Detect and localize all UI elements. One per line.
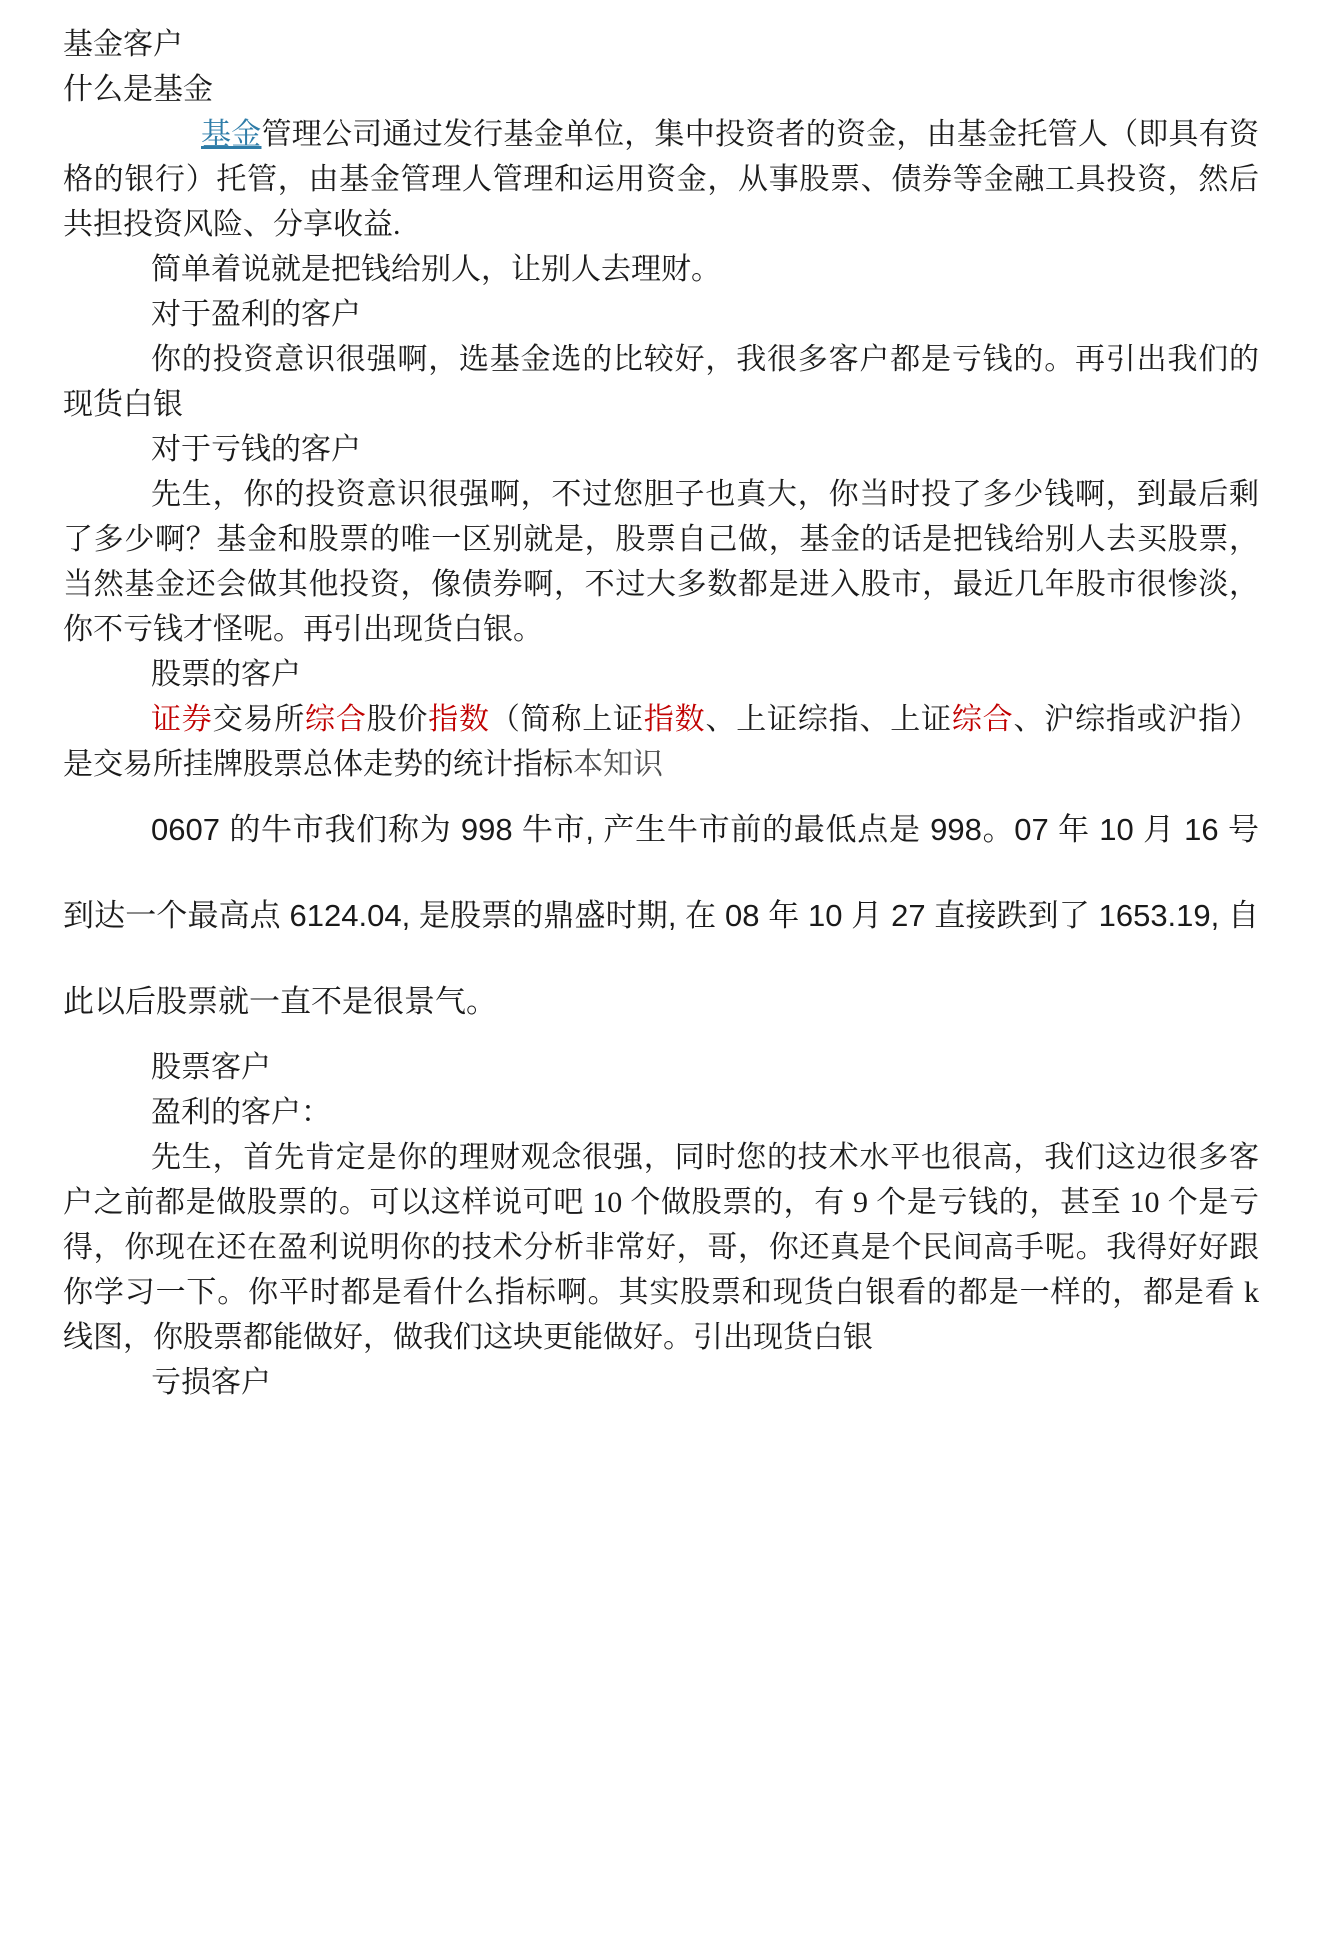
fund-definition-text: 管理公司通过发行基金单位，集中投资者的资金，由基金托管人（即具有资格的银行）托管，由基金管理人管理和运用资金，从事股票、债券等金融工具投资，然后共担投资风险、分享收益.: [63, 118, 1260, 241]
paragraph-simple-summary: 简单着说就是把钱给别人，让别人去理财。: [151, 253, 721, 286]
index-segment-7: 、上证综指、上证: [705, 703, 952, 736]
paragraph-profitable-stock-client: 先生，首先肯定是你的理财观念很强，同时您的技术水平也很高，我们这边很多客户之前都是做股票的。可以这样说可吧 10 个做股票的，有 9 个是亏钱的，甚至 10 个是亏得，你现在还在盈利说明你的技术分析非常好，哥，你还真是个民间高手呢。我得好好跟你学习一下。你平时都是看什么指标啊。其实股票和现货白银看的都是一样的，都是看 k 线图，你股票都能做好，做我们这块更能做好。引出现货白银: [63, 1141, 1259, 1354]
heading-stock-client-2: 股票客户: [151, 1051, 271, 1084]
paragraph-profit-fund-client: 你的投资意识很强啊，选基金选的比较好，我很多客户都是亏钱的。再引出我们的现货白银: [63, 343, 1259, 421]
index-segment-9: 、沪综指或沪指）是交易所挂牌股票总体走势的统计指标: [63, 703, 1260, 781]
paragraph-market-history: 0607 的牛市我们称为 998 牛市, 产生牛市前的最低点是 998。07 年 10 月 16 号到达一个最高点 6124.04, 是股票的鼎盛时期, 在 08 年 10 月 27 直接跌到了 1653.19, 自此以后股票就一直不是很景气。: [63, 812, 1259, 1019]
index-segment-4: 指数: [428, 703, 490, 736]
paragraph-fund-definition: [63, 112, 1259, 247]
paragraph-index-definition: [63, 697, 1259, 787]
index-segment-6: 指数: [643, 703, 706, 736]
heading-stock-clients: 股票的客户: [151, 658, 301, 691]
index-segment-0: 证券: [151, 703, 213, 736]
heading-loss-stock-client: 亏损客户: [151, 1366, 271, 1399]
paragraph-loss-fund-client: 先生，你的投资意识很强啊，不过您胆子也真大，你当时投了多少钱啊，到最后剩了多少啊？基金和股票的唯一区别就是，股票自己做，基金的话是把钱给别人去买股票，当然基金还会做其他投资，像债券啊，不过大多数都是进入股市，最近几年股市很惨淡，你不亏钱才怪呢。再引出现货白银。: [63, 478, 1259, 646]
index-segment-1: 交易所: [212, 703, 306, 736]
fund-hyperlink[interactable]: 基金: [201, 118, 262, 151]
doc-title: 基金客户: [63, 28, 183, 61]
heading-profitable-stock-client: 盈利的客户：: [151, 1096, 331, 1129]
index-segment-8: 综合: [951, 703, 1014, 736]
heading-profit-fund-client: 对于盈利的客户: [151, 298, 361, 331]
index-segment-10: 本知识: [573, 748, 663, 781]
heading-loss-fund-client: 对于亏钱的客户: [151, 433, 361, 466]
index-segment-2: 综合: [305, 703, 367, 736]
index-segment-3: 股价: [366, 703, 429, 736]
heading-what-is-fund: 什么是基金: [63, 73, 213, 106]
index-segment-5: （简称上证: [489, 703, 644, 736]
